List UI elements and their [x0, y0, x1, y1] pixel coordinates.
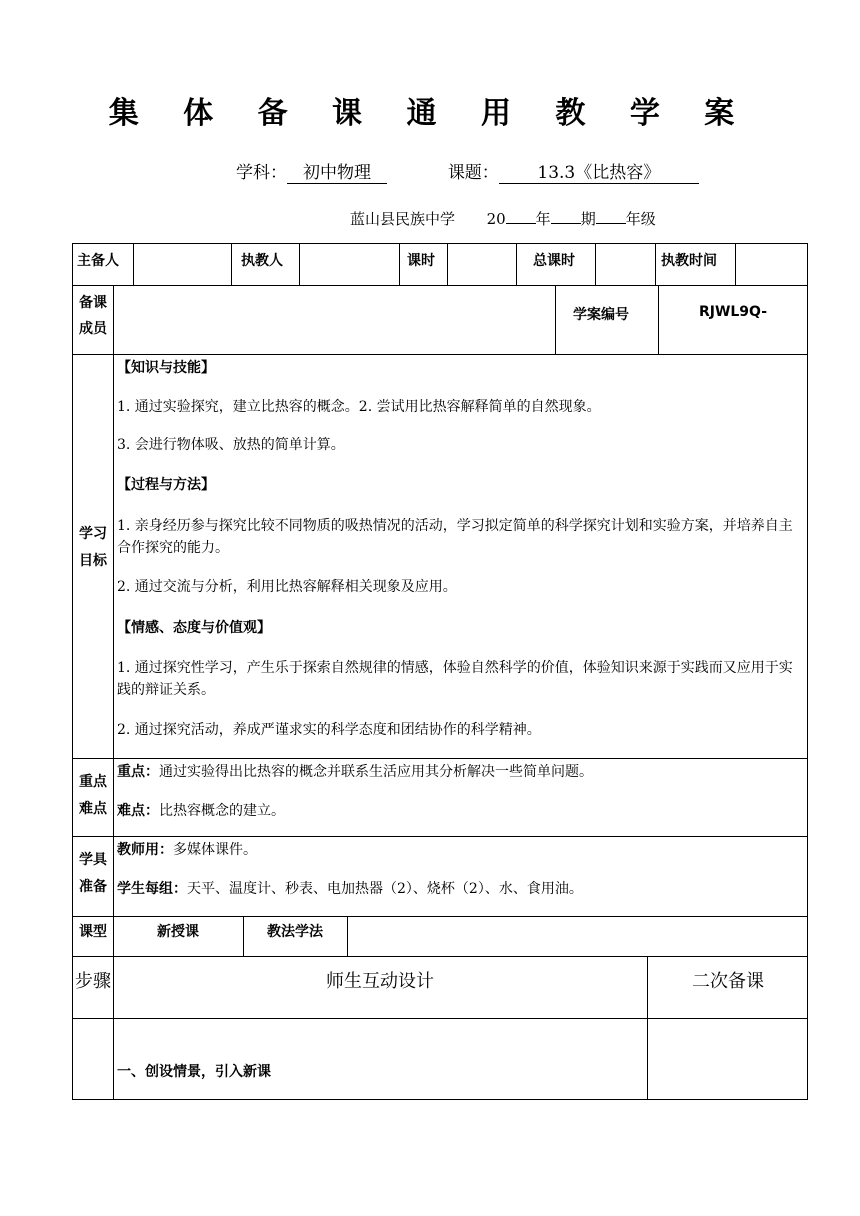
teach-time-label: 执教时间: [661, 253, 717, 269]
difficult-point: [117, 800, 803, 822]
steps-header-row: [72, 956, 808, 1019]
year-suffix: 年: [535, 210, 551, 228]
attitude-item-2: 2. 通过探究活动，养成严谨求实的科学态度和团结协作的科学精神。: [117, 722, 541, 738]
term-blank: [551, 209, 581, 224]
teacher-label: 执教人: [241, 253, 283, 269]
lesson-hours-label: 课时: [407, 253, 435, 269]
teacher-tools: [117, 839, 803, 861]
key-point: [117, 761, 803, 783]
teacher-tools-label: 教师用：: [117, 842, 173, 858]
difficult-text: 比热容概念的建立。: [159, 803, 285, 819]
members-row: [72, 285, 808, 355]
plan-no-value: RJWL9Q-: [698, 304, 768, 320]
design-label: 师生互动设计: [326, 971, 434, 992]
student-tools-label: 学生每组：: [117, 881, 187, 897]
key-points-row: [72, 758, 808, 837]
second-label: 二次备课: [692, 971, 764, 992]
school-line: [350, 208, 656, 229]
grade-blank: [596, 209, 626, 224]
members-label-2: 成员: [79, 321, 107, 337]
key-label-1: 重点: [79, 774, 107, 790]
subject-line: [236, 158, 699, 184]
year-prefix: 20: [486, 210, 506, 228]
lesson-type-row: [72, 916, 808, 957]
objectives-label-1: 学习: [79, 526, 107, 542]
attitude-item-1: 1. 通过探究性学习，产生乐于探索自然规律的情感，体验自然科学的价值，体验知识来源于实践而又应用于实践的辩证关系。: [117, 660, 793, 698]
key-label-2: 难点: [79, 801, 107, 817]
year-blank: [506, 209, 536, 224]
teacher-tools-text: 多媒体课件。: [173, 842, 257, 858]
subject-label: 学科：: [236, 163, 287, 183]
content-row: [72, 1018, 808, 1100]
process-item-2: 2. 通过交流与分析，利用比热容解释相关现象及应用。: [117, 579, 457, 595]
tools-label-2: 准备: [79, 879, 107, 895]
key-point-text: 通过实验得出比热容的概念并联系生活应用其分析解决一些简单问题。: [159, 764, 593, 780]
topic-label: 课题：: [447, 163, 499, 183]
difficult-label: 难点：: [117, 803, 159, 819]
knowledge-item-2: 3. 会进行物体吸、放热的简单计算。: [117, 437, 345, 453]
type-value: 新授课: [157, 924, 199, 940]
plan-no-label: 学案编号: [573, 307, 629, 323]
student-tools: [117, 878, 803, 900]
process-heading: 【过程与方法】: [117, 477, 215, 493]
members-label-1: 备课: [79, 295, 107, 311]
student-tools-text: 天平、温度计、秒表、电加热器（2）、烧杯（2）、水、食用油。: [187, 881, 583, 897]
key-point-label: 重点：: [117, 764, 159, 780]
attitude-heading: 【情感、态度与价值观】: [117, 620, 271, 636]
topic-value: 13.3《比热容》: [499, 158, 699, 184]
knowledge-item-1: 1. 通过实验探究，建立比热容的概念。2. 尝试用比热容解释简单的自然现象。: [117, 399, 601, 415]
type-label: 课型: [79, 924, 107, 940]
tools-row: [72, 836, 808, 917]
tools-label-1: 学具: [79, 852, 107, 868]
method-label: 教法学法: [267, 924, 323, 940]
grade-suffix: 年级: [625, 210, 656, 228]
main-preparer-label: 主备人: [77, 253, 119, 269]
objectives-label-2: 目标: [79, 553, 107, 569]
school-name: 蓝山县民族中学: [350, 210, 456, 228]
header-row: [72, 243, 808, 286]
total-hours-label: 总课时: [533, 253, 575, 269]
term-suffix: 期: [580, 210, 596, 228]
page-title: 集 体 备 课 通 用 教 学 案: [108, 96, 752, 131]
steps-label: 步骤: [75, 971, 111, 992]
objectives-row: [72, 354, 808, 759]
subject-value: 初中物理: [287, 158, 387, 184]
process-item-1: 1. 亲身经历参与探究比较不同物质的吸热情况的活动，学习拟定简单的科学探究计划和实验方案，并培养自主合作探究的能力。: [117, 518, 793, 556]
section-1-heading: 一、创设情景，引入新课: [117, 1064, 271, 1080]
knowledge-heading: 【知识与技能】: [117, 360, 215, 376]
